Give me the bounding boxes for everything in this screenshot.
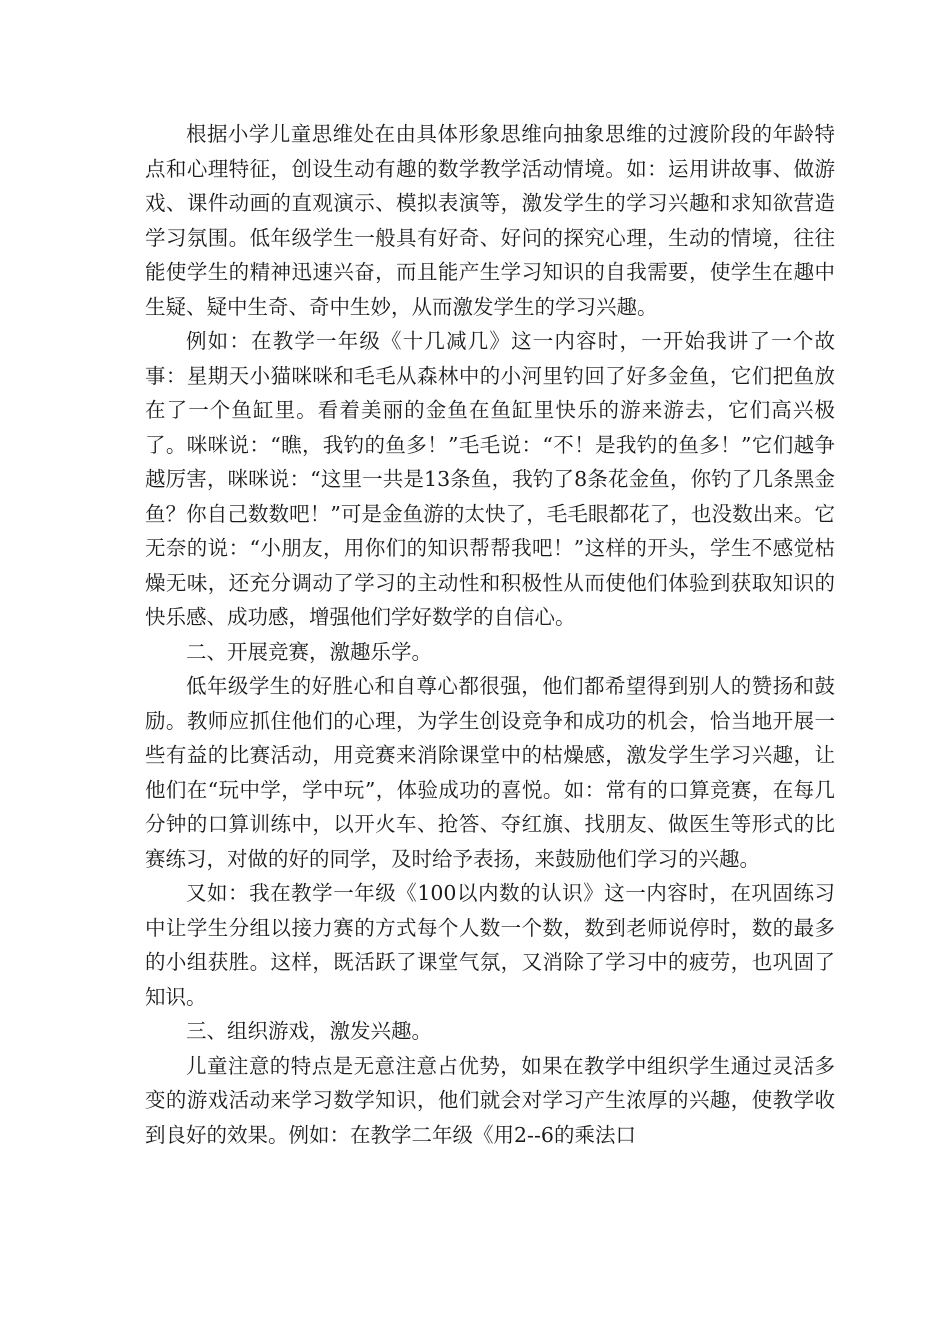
- paragraph-example-story: 例如：在教学一年级《十几减几》这一内容时，一开始我讲了一个故事：星期天小猫咪咪和毛毛从森林中的小河里钓回了好多金鱼，它们把鱼放在了一个鱼缸里。看着美丽的金鱼在鱼缸里快乐的游来游去，它们高兴极了。咪咪说：“瞧，我钓的鱼多！”毛毛说：“不！是我钓的鱼多！”它们越争越厉害，咪咪说：“这里一共是13条鱼，我钓了8条花金鱼，你钓了几条黑金鱼？你自己数数吧！”可是金鱼游的太快了，毛毛眼都花了，也没数出来。它无奈的说：“小朋友，用你们的知识帮帮我吧！”这样的开头，学生不感觉枯燥无味，还充分调动了学习的主动性和积极性从而使他们体验到获取知识的快乐感、成功感，增强他们学好数学的自信心。: [145, 329, 835, 629]
- paragraph-example-relay: 又如：我在教学一年级《100以内数的认识》这一内容时，在巩固练习中让学生分组以接力赛的方式每个人数一个数，数到老师说停时，数的最多的小组获胜。这样，既活跃了课堂气氛，又消除了学习中的疲劳，也巩固了知识。: [145, 881, 835, 1009]
- section-heading-competition: 二、开展竞赛，激趣乐学。: [186, 639, 432, 664]
- section-heading-games: 三、组织游戏，激发兴趣。: [186, 1019, 432, 1043]
- paragraph-intro: 根据小学儿童思维处在由具体形象思维向抽象思维的过渡阶段的年龄特点和心理特征，创设生动有趣的数学教学活动情境。如：运用讲故事、做游戏、课件动画的直观演示、模拟表演等，激发学生的学习兴趣和求知欲营造学习氛围。低年级学生一般具有好奇、好问的探究心理，生动的情境，往往能使学生的精神迅速兴奋，而且能产生学习知识的自我需要，使学生在趣中生疑、疑中生奇、奇中生妙，从而激发学生的学习兴趣。: [145, 122, 835, 319]
- paragraph-competition: 低年级学生的好胜心和自尊心都很强，他们都希望得到别人的赞扬和鼓励。教师应抓住他们的心理，为学生创设竞争和成功的机会，恰当地开展一些有益的比赛活动，用竞赛来消除课堂中的枯燥感，激发学生学习兴趣，让他们在“玩中学，学中玩”，体验成功的喜悦。如：常有的口算竞赛，在每几分钟的口算训练中，以开火车、抢答、夺红旗、找朋友、做医生等形式的比赛练习，对做的好的同学，及时给予表扬，来鼓励他们学习的兴趣。: [145, 674, 835, 871]
- paragraph-games: 儿童注意的特点是无意注意占优势，如果在教学中组织学生通过灵活多变的游戏活动来学习数学知识，他们就会对学习产生浓厚的兴趣，使教学收到良好的效果。例如：在教学二年级《用2--6的乘法口: [145, 1053, 835, 1147]
- document-body: [145, 117, 835, 1152]
